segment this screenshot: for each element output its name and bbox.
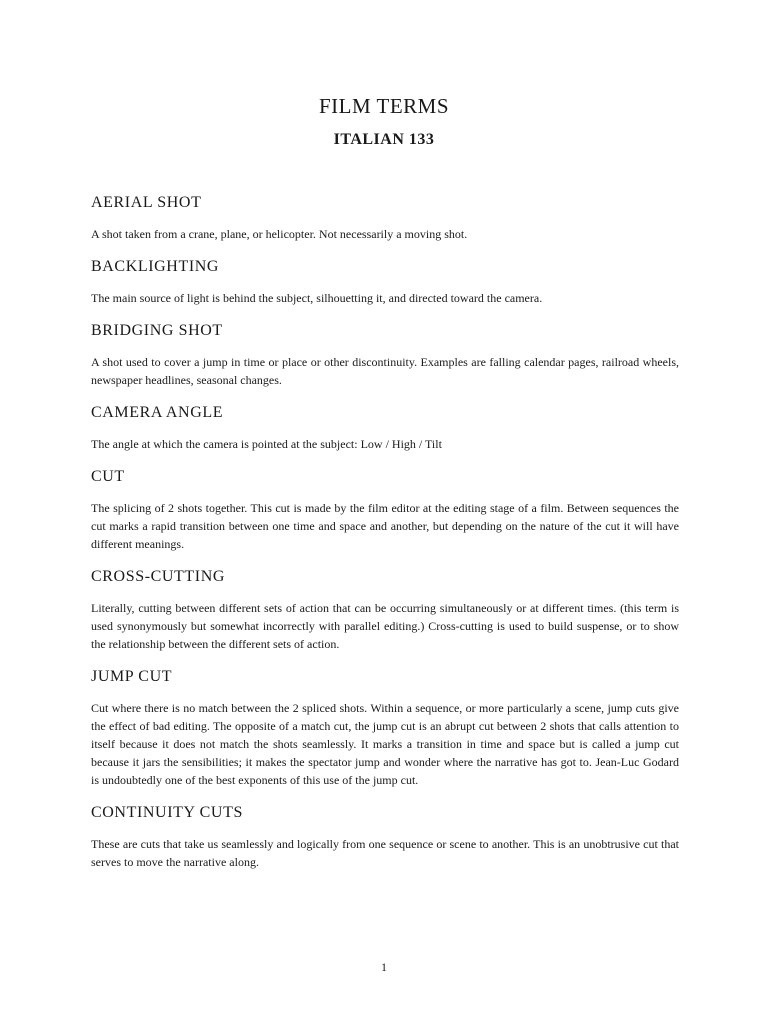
- term-entry: [91, 400, 679, 453]
- term-heading: CAMERA ANGLE: [91, 404, 224, 421]
- term-definition: These are cuts that take us seamlessly and logically from one sequence or scene to another. This is an unobtrusive cut that serves to move the narrative along.: [91, 837, 679, 869]
- terms-list: [91, 190, 679, 882]
- term-definition: Literally, cutting between different sets of action that can be occurring simultaneously or at different times. (this term is used synonymously but somewhat incorrectly with parallel editing.) Cross-cutting is used to build suspense, or to show the relationship between the different sets of action.: [91, 601, 679, 651]
- term-entry: [91, 318, 679, 389]
- term-entry: [91, 190, 679, 243]
- term-entry: [91, 464, 679, 553]
- term-heading: JUMP CUT: [91, 668, 173, 685]
- term-heading: BRIDGING SHOT: [91, 322, 223, 339]
- term-entry: [91, 800, 679, 871]
- term-definition: The splicing of 2 shots together. This cut is made by the film editor at the editing stage of a film. Between sequences the cut marks a rapid transition between one time and space and another, but depending on the nature of the cut it will have different meanings.: [91, 501, 679, 551]
- term-definition: The angle at which the camera is pointed at the subject: Low / High / Tilt: [91, 437, 442, 451]
- document-subtitle: ITALIAN 133: [333, 131, 435, 148]
- term-heading: CROSS-CUTTING: [91, 568, 226, 585]
- document-title: FILM TERMS: [318, 94, 450, 118]
- term-definition: The main source of light is behind the subject, silhouetting it, and directed toward the camera.: [91, 291, 543, 305]
- term-heading: CUT: [91, 468, 125, 485]
- term-definition: Cut where there is no match between the 2 spliced shots. Within a sequence, or more particularly a scene, jump cuts give the effect of bad editing. The opposite of a match cut, the jump cut is an abrupt cut between 2 shots that calls attention to itself because it does not match the shots seamlessly. It marks a transition in time and space but is called a jump cut because it jars the sensibilities; it makes the spectator jump and wonder where the narrative has got to. Jean-Luc Godard is undoubtedly one of the best exponents of this use of the jump cut.: [91, 701, 679, 787]
- term-entry: [91, 564, 679, 653]
- term-heading: BACKLIGHTING: [91, 258, 220, 275]
- term-entry: [91, 664, 679, 789]
- term-heading: AERIAL SHOT: [91, 194, 202, 211]
- page-number: 1: [381, 960, 387, 974]
- term-definition: A shot used to cover a jump in time or place or other discontinuity. Examples are falling calendar pages, railroad wheels, newspaper headlines, seasonal changes.: [91, 355, 679, 387]
- term-heading: CONTINUITY CUTS: [91, 804, 243, 821]
- term-definition: A shot taken from a crane, plane, or helicopter. Not necessarily a moving shot.: [91, 227, 468, 241]
- term-entry: [91, 254, 679, 307]
